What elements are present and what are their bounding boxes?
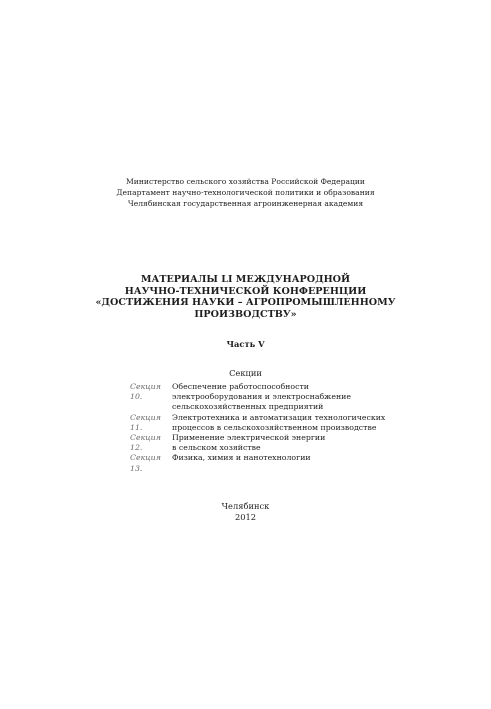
sections-list [130, 382, 385, 474]
section-title-line: Физика, химия и нанотехнологии [172, 453, 311, 463]
section-title-line: Электротехника и автоматизация технологических [172, 412, 386, 422]
imprint-block [0, 501, 491, 523]
organization-line: Департамент научно-технологической политики и образования [116, 187, 375, 197]
organization-line: Челябинская государственная агроинженерная академия [127, 198, 364, 208]
section-title-line: Применение электрической энергии [172, 433, 326, 443]
title-line: «ДОСТИЖЕНИЯ НАУКИ – АГРОПРОМЫШЛЕННОМУ [95, 297, 396, 309]
section-title-line: Обеспечение работоспособности [172, 382, 309, 391]
section-title [172, 382, 385, 413]
title-line: МАТЕРИАЛЫ LI МЕЖДУНАРОДНОЙ [140, 274, 351, 285]
title-line: НАУЧНО-ТЕХНИЧЕСКОЙ КОНФЕРЕНЦИИ [124, 285, 367, 297]
section-title-line: процессов в сельскохозяйственном производстве [172, 422, 377, 432]
section-label: Секция 12. [130, 433, 161, 453]
organization-line: Министерство сельского хозяйства Российской Федерации [126, 177, 365, 186]
city: Челябинск [221, 501, 270, 511]
part-label: Часть V [226, 339, 265, 349]
section-title [172, 453, 385, 473]
sections-heading: Секции [229, 368, 262, 378]
section-title [172, 433, 385, 453]
section-title-line: сельскохозяйственных предприятий [172, 402, 324, 412]
section-item [130, 453, 385, 473]
section-title-line: электрооборудования и электроснабжение [172, 392, 351, 402]
section-title-line: в сельском хозяйстве [172, 443, 261, 453]
section-label: Секция 11. [130, 412, 161, 432]
section-label: Секция 13. [130, 453, 161, 473]
section-item [130, 413, 385, 433]
title-line: ПРОИЗВОДСТВУ» [194, 308, 297, 320]
year: 2012 [234, 512, 257, 522]
organizations-block [0, 177, 491, 209]
section-label: Секция 10. [130, 382, 161, 402]
conference-title [0, 274, 491, 320]
section-item [130, 433, 385, 453]
section-item [130, 382, 385, 413]
section-title [172, 413, 385, 433]
